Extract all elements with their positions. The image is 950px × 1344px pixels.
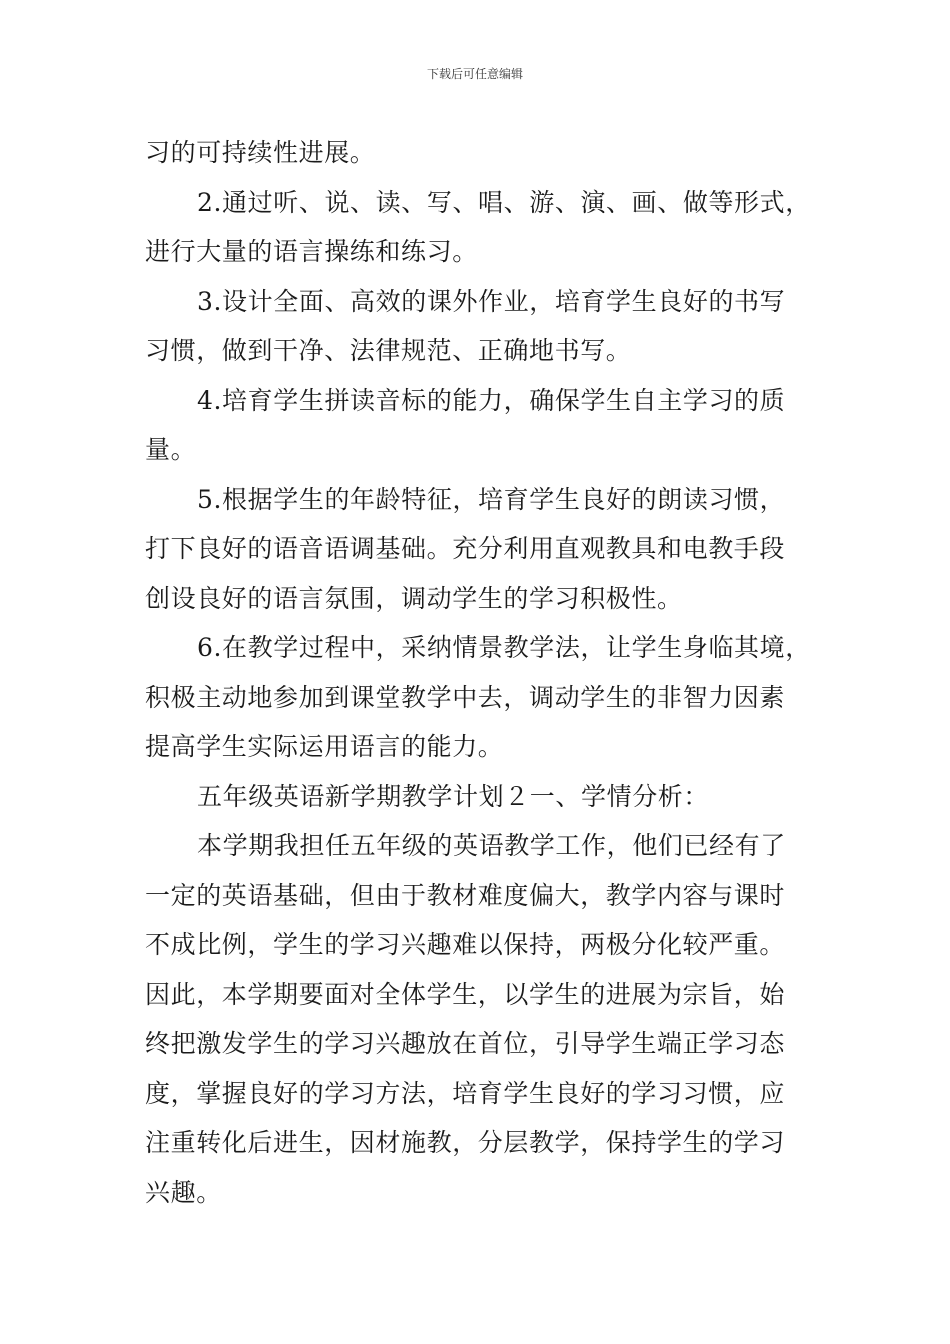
text-line: 积极主动地参加到课堂教学中去，调动学生的非智力因素	[145, 682, 786, 712]
text-line: 注重转化后进生，因材施教，分层教学，保持学生的学习	[145, 1128, 786, 1157]
page-header: 下载后可任意编辑	[426, 67, 523, 81]
text-line: 习的可持续性进展。	[145, 138, 376, 167]
text-line: 提高学生实际运用语言的能力。	[145, 732, 504, 761]
text-line: 创设良好的语言氛围，调动学生的学习积极性。	[145, 583, 683, 613]
text-line: 6.在教学过程中，采纳情景教学法，让学生身临其境，	[197, 633, 811, 662]
text-line: 4.培育学生拼读音标的能力，确保学生自主学习的质	[197, 385, 786, 415]
text-line: 兴趣。	[145, 1177, 222, 1207]
text-line: 2.通过听、说、读、写、唱、游、演、画、做等形式，	[197, 187, 811, 217]
text-line: 终把激发学生的学习兴趣放在首位，引导学生端正学习态	[145, 1029, 786, 1058]
text-line: 3.设计全面、高效的课外作业，培育学生良好的书写	[197, 286, 786, 316]
text-line: 打下良好的语音语调基础。充分利用直观教具和电教手段	[145, 534, 786, 563]
text-line: 进行大量的语言操练和练习。	[145, 237, 478, 266]
document-body	[145, 128, 810, 1217]
text-line: 5.根据学生的年龄特征，培育学生良好的朗读习惯，	[197, 484, 786, 514]
text-line: 因此，本学期要面对全体学生，以学生的进展为宗旨，始	[145, 979, 786, 1009]
section-heading: 五年级英语新学期教学计划２一、学情分析：	[197, 781, 710, 811]
text-line: 量。	[145, 435, 197, 464]
text-line: 习惯，做到干净、法律规范、正确地书写。	[145, 336, 632, 365]
text-line: 不成比例，学生的学习兴趣难以保持，两极分化较严重。	[145, 930, 786, 959]
text-line: 本学期我担任五年级的英语教学工作，他们已经有了	[197, 831, 786, 860]
text-line: 度，掌握良好的学习方法，培育学生良好的学习习惯，应	[145, 1078, 786, 1108]
text-line: 一定的英语基础，但由于教材难度偏大，教学内容与课时	[145, 880, 786, 910]
